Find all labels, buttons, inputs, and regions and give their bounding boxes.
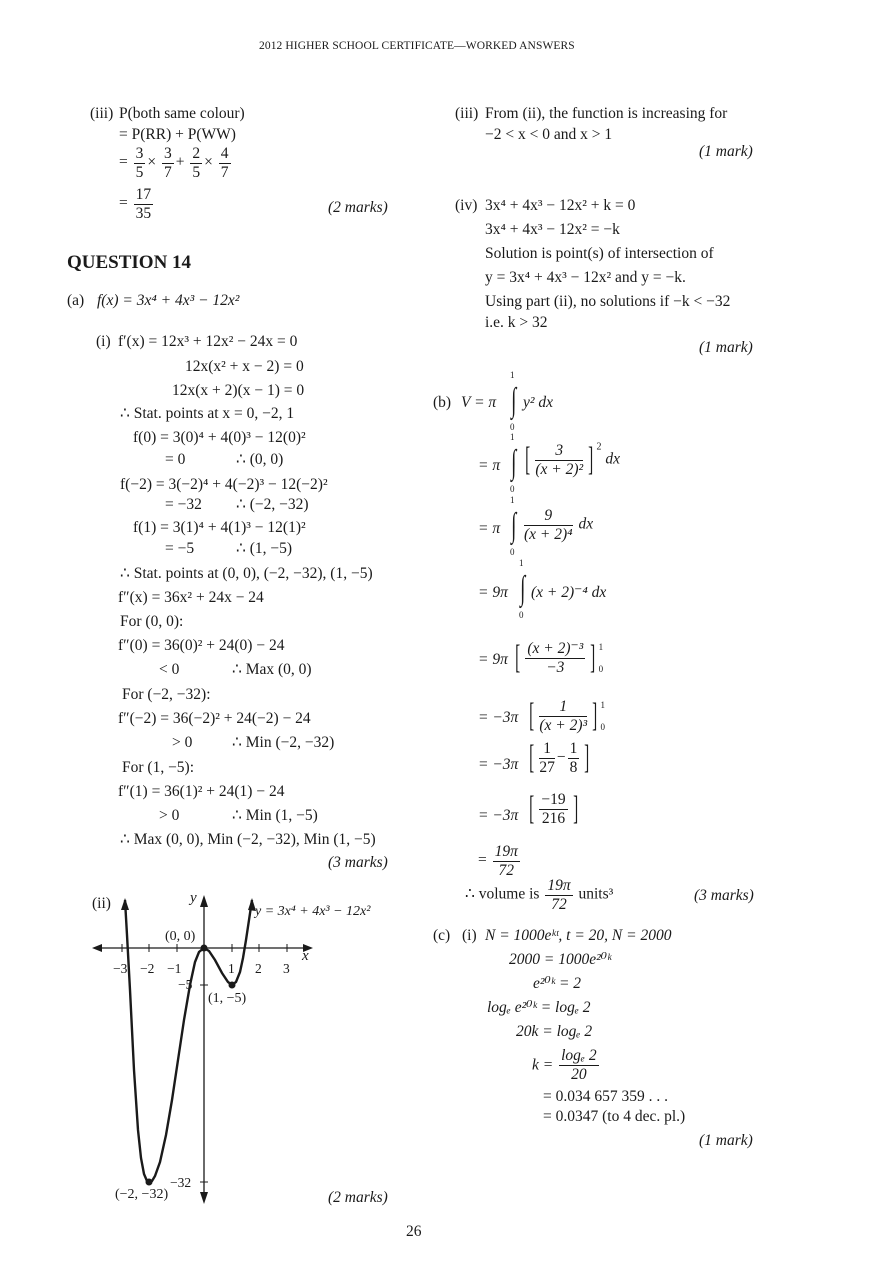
step-expression: = $\frac{19\pi}{72}$ (478, 843, 518, 879)
answer-line: f′(x) = 12x³ + 12x² − 24x = 0 (118, 333, 298, 350)
step-prefix: = π (478, 457, 501, 474)
answer-line: = P(RR) + P(WW) (119, 126, 236, 143)
answer-line: For (−2, −32): (122, 686, 211, 703)
fraction: $\frac{3}{7}$ (164, 145, 172, 181)
answer-line: ∴ (−2, −32) (236, 496, 309, 513)
step-prefix: = −3π (478, 807, 519, 824)
answer-line: 12x(x + 2)(x − 1) = 0 (172, 382, 305, 399)
part-label: (iii) (455, 105, 479, 122)
point-min-left (146, 1179, 153, 1186)
answer-line: = −5 (165, 540, 195, 557)
y-axis-label: y (190, 890, 197, 906)
answer-line: f(1) = 3(1)⁴ + 4(1)³ − 12(1)² (133, 519, 306, 536)
answer-line: f″(0) = 36(0)² + 24(0) − 24 (118, 637, 285, 654)
answer-line: i.e. k > 32 (485, 314, 548, 331)
x-tick-label: 3 (283, 961, 290, 976)
answer-line: 3x⁴ + 4x³ − 12x² + k = 0 (485, 197, 636, 214)
answer-line: logₑ e²⁰ᵏ = logₑ 2 (487, 999, 591, 1016)
x-tick-label: −2 (140, 961, 155, 976)
part-label: (iv) (455, 197, 478, 214)
part-label: (a) (67, 292, 85, 309)
step-expression: [ $\frac{1}{\text{(x + 2)³}}$ ] 1 0 (529, 697, 605, 734)
answer-line: ∴ Min (−2, −32) (232, 734, 335, 751)
step-prefix: = 9π (478, 584, 508, 601)
answer-line: ∴ Min (1, −5) (232, 807, 318, 824)
answer-line: ∴ Max (0, 0), Min (−2, −32), Min (1, −5) (120, 831, 376, 848)
answer-line: ∴ Max (0, 0) (232, 661, 312, 678)
answer-line: = 0 (165, 451, 186, 468)
y-axis-arrow-down-icon (200, 1192, 208, 1204)
step-expression: [ $\frac{\text{(x + 2)⁻³}}{-3}$ ] 1 0 (515, 639, 604, 676)
marks-label: (1 mark) (699, 339, 753, 356)
x-tick-label: 1 (228, 961, 235, 976)
answer-line: ∴ Stat. points at x = 0, −2, 1 (120, 405, 295, 422)
point-label: (0, 0) (165, 929, 196, 944)
fraction: $\frac{4}{7}$ (220, 145, 229, 181)
part-label: (i) (96, 333, 111, 350)
function-graph (85, 885, 405, 1215)
answer-line: Using part (ii), no solutions if −k < −32 (485, 293, 731, 310)
part-label: (ii) (92, 895, 111, 912)
x-tick-label: −1 (167, 961, 182, 976)
integral-sign: 1 ∫ 0 (510, 432, 517, 494)
answer-line: < 0 (159, 661, 180, 678)
marks-label: (1 mark) (699, 1132, 753, 1149)
curve-label: y = 3x⁴ + 4x³ − 12x² (255, 904, 371, 919)
point-label: (1, −5) (208, 991, 247, 1006)
integral-sign: 1 ∫ 0 (519, 558, 526, 620)
answer-line: 3x⁴ + 4x³ − 12x² = −k (485, 221, 620, 238)
answer-line: = 0.034 657 359 . . . (543, 1088, 668, 1105)
step-prefix: = −3π (478, 709, 519, 726)
answer-line: −2 < x < 0 and x > 1 (485, 126, 613, 143)
answer-line: > 0 (172, 734, 193, 751)
point-max (201, 945, 208, 952)
answer-line: P(both same colour) (119, 105, 245, 122)
fraction: $\frac{17}{35}$ (135, 186, 152, 222)
answer-line: f″(−2) = 36(−2)² + 24(−2) − 24 (118, 710, 311, 727)
answer-line: ∴ (0, 0) (236, 451, 284, 468)
answer-line: 20k = logₑ 2 (516, 1023, 593, 1040)
answer-line: y = 3x⁴ + 4x³ − 12x² and y = −k. (485, 269, 686, 286)
marks-label: (3 marks) (694, 887, 754, 904)
answer-line: f(0) = 3(0)⁴ + 4(0)³ − 12(0)² (133, 429, 306, 446)
k-fraction: k = $\frac{\text{logₑ 2}}{20}$ (532, 1047, 597, 1083)
step-prefix: = 9π (478, 651, 508, 668)
y-axis-arrow-up-icon (200, 895, 208, 907)
answer-line: N = 1000eᵏᵗ, t = 20, N = 2000 (485, 927, 672, 944)
step-expression: [ $\frac{-19}{216}$ ] (529, 790, 578, 827)
step-prefix: = π (478, 520, 501, 537)
marks-label: (3 marks) (328, 854, 388, 871)
answer-line: From (ii), the function is increasing for (485, 105, 728, 122)
answer-line: = $\frac{17}{35}$ (119, 186, 152, 222)
page-number: 26 (406, 1223, 422, 1240)
answer-line: f(−2) = 3(−2)⁴ + 4(−2)³ − 12(−2)² (120, 476, 328, 493)
question-title: QUESTION 14 (67, 252, 192, 273)
x-tick-label: 2 (255, 961, 262, 976)
answer-line: Solution is point(s) of intersection of (485, 245, 714, 262)
step-expression: [ $\frac{1}{27}$ − $\frac{1}{8}$ ] (529, 739, 590, 776)
volume-lhs: V = π (461, 394, 497, 411)
step-expression: (x + 2)⁻⁴ dx (531, 584, 607, 601)
fraction: $\frac{3}{5}$ (135, 145, 144, 181)
fraction: $\frac{2}{5}$ (192, 145, 201, 181)
marks-label: (2 marks) (328, 199, 388, 216)
answer-line: e²⁰ᵏ = 2 (533, 975, 582, 992)
answer-line: ∴ (1, −5) (236, 540, 293, 557)
step-expression: [ $\frac{3}{\text{(x + 2)²}}$ ] $^2$ dx (525, 441, 620, 478)
step-prefix: = −3π (478, 756, 519, 773)
x-axis-arrow-left-icon (92, 944, 102, 952)
answer-line: = −32 (165, 496, 202, 513)
x-tick-label: −3 (113, 961, 128, 976)
answer-line: = 0.0347 (to 4 dec. pl.) (543, 1108, 686, 1125)
answer-line: For (0, 0): (120, 613, 184, 630)
curve-arrow-left-icon (121, 898, 129, 910)
y-tick-label: −32 (170, 1175, 192, 1190)
integrand: y² dx (523, 394, 554, 411)
point-min-right (229, 982, 236, 989)
part-label: (iii) (90, 105, 114, 122)
part-label: (i) (462, 927, 477, 944)
volume-conclusion: ∴ volume is $\frac{19\pi}{72}$ units³ (465, 877, 614, 913)
answer-line: > 0 (159, 807, 180, 824)
part-label: (b) (433, 394, 452, 411)
answer-line: = $\frac{3}{5}$ × $\frac{3}{7}$ + $\frac{2}{5}$ × $\frac{4}{7}$ (119, 145, 229, 181)
function-definition: f(x) = 3x⁴ + 4x³ − 12x² (97, 292, 240, 309)
y-tick-label: −5 (178, 977, 193, 992)
answer-line: 2000 = 1000e²⁰ᵏ (509, 951, 612, 968)
marks-label: (2 marks) (328, 1189, 388, 1206)
point-label: (−2, −32) (115, 1187, 169, 1202)
integral-sign: 1 ∫ 0 (510, 370, 517, 432)
step-expression: $\frac{9}{\text{(x + 2)⁴}}$ dx (524, 507, 594, 543)
answer-line: f″(x) = 36x² + 24x − 24 (118, 589, 264, 606)
running-header: 2012 HIGHER SCHOOL CERTIFICATE—WORKED ANSWERS (259, 40, 575, 52)
answer-line: ∴ Stat. points at (0, 0), (−2, −32), (1, −5) (120, 565, 373, 582)
answer-line: For (1, −5): (122, 759, 195, 776)
marks-label: (1 mark) (699, 143, 753, 160)
answer-line: f″(1) = 36(1)² + 24(1) − 24 (118, 783, 285, 800)
part-label: (c) (433, 927, 451, 944)
integral-sign: 1 ∫ 0 (510, 495, 517, 557)
answer-line: 12x(x² + x − 2) = 0 (185, 358, 304, 375)
x-axis-label: x (302, 948, 309, 964)
